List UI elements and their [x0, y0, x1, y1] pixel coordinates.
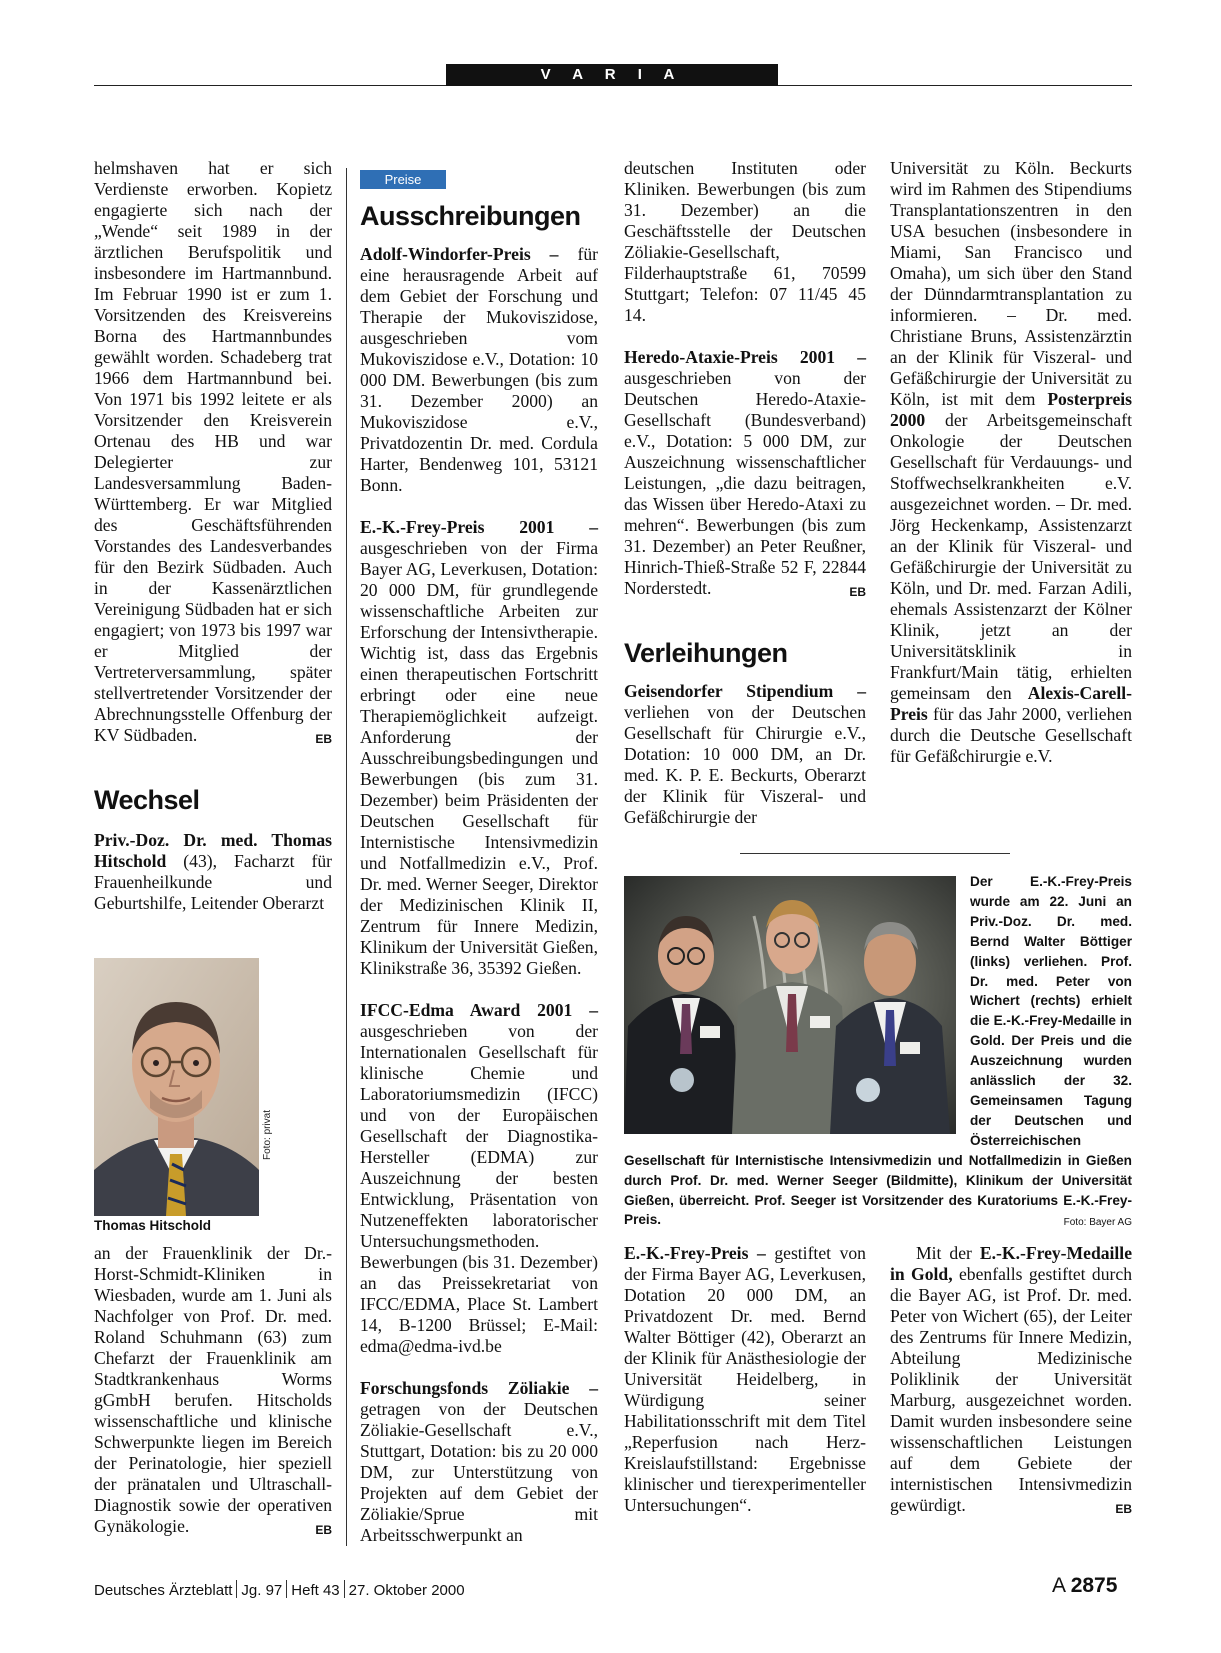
- page-number: A 2875: [1052, 1574, 1118, 1597]
- author-signature: EB: [849, 585, 866, 599]
- article-text: an der Frauenklinik der Dr.-Horst-Schmidt-Kliniken in Wiesbaden, wurde am 1. Juni als Nachfolger von Prof. Dr. med. Roland Schuhmann (63) zum Chefarzt der Frauenklinik am Stadtkrankenhaus Worms gGmbH berufen. Hitscholds wissenschaftliche und klinische Schwerpunkte liegen im Bereich der Perinatologie, hier speziell der pränatalen und Ultraschall-Diagnostik sowie der operativen Gynäkologie. EB: [94, 1243, 332, 1537]
- award-entry: Geisendorfer Stipendium – verliehen von der Deutschen Gesellschaft für Chirurgie e.V., Dotation: 10 000 DM, an Dr. med. K. P. E. Beckurts, Oberarzt der Klinik für Viszeral- und Gefäßchirurgie der: [624, 681, 866, 827]
- column-1-top: [94, 158, 332, 914]
- award-entry: E.-K.-Frey-Preis 2001 – ausgeschrieben von der Firma Bayer AG, Leverkusen, Dotation: 20 000 DM, für grundlegende wissenschaftliche Arbeiten zur Erforschung der Intensivtherapie. Wichtig ist, dass das Ergebnis einen therapeutischen Fortschritt erbringt oder eine neue Therapiemöglichkeit aufzeigt. Anforderung der Ausschreibungsbedingungen und Bewerbungen (bis zum 31. Dezember) beim Präsidenten der Deutschen Gesellschaft für Internistische Intensivmedizin und Notfallmedizin e.V., Prof. Dr. med. Werner Seeger, Direktor der Medizinischen Klinik II, Zentrum für Innere Medizin, Klinikum der Universität Gießen, Klinikstraße 36, 35392 Gießen.: [360, 517, 598, 978]
- award-entry: Adolf-Windorfer-Preis – für eine herausragende Arbeit auf dem Gebiet der Forschung und Therapie der Mukoviszidose, ausgeschrieben vom Mukoviszidose e.V., Dotation: 10 000 DM. Bewerbungen (bis zum 31. Dezember 2000) an Mukoviszidose e.V., Privatdozentin Dr. med. Cordula Harter, Bendenweg 101, 53121 Bonn.: [360, 244, 598, 495]
- article-text: deutschen Instituten oder Kliniken. Bewerbungen (bis zum 31. Dezember) an die Geschäftsstelle der Deutschen Zöliakie-Gesellschaft, Filderhauptstraße 61, 70599 Stuttgart; Telefon: 07 11/45 45 14.: [624, 158, 866, 325]
- portrait-photo: [94, 958, 259, 1216]
- award-entry: Mit der E.-K.-Frey-Medaille in Gold, ebenfalls gestiftet durch die Bayer AG, ist Prof. Dr. med. Peter von Wichert (65), der Leiter des Zentrums für Innere Medizin, Abteilung Medizinische Poliklinik der Universität Marburg, ausgezeichnet worden. Damit wurden insbesondere seine wissenschaftlichen Leistungen auf dem Gebiete der internistischen Intensivmedizin gewürdigt. EB: [890, 1243, 1132, 1516]
- figure-rule: [740, 853, 1010, 854]
- column-4: [890, 158, 1132, 767]
- article-text: Universität zu Köln. Beckurts wird im Rahmen des Stipendiums Transplantationszentren in den USA besuchen (insbesondere in Miami, San Francisco und Omaha), um sich über den Stand der Dünndarmtransplantation zu informieren. – Dr. med. Christiane Bruns, Assistenzärztin an der Klinik für Viszeral- und Gefäßchirurgie der Universität zu Köln, ist mit dem Posterpreis 2000 der Arbeitsgemeinschaft Onkologie der Deutschen Gesellschaft für Verdauungs- und Stoffwechselkrankheiten e.V. ausgezeichnet worden. – Dr. med. Jörg Heckenkamp, Assistenzarzt an der Klinik für Viszeral- und Gefäßchirurgie der Universität zu Köln, und Dr. med. Farzan Adili, ehemals Assistenzarzt der Kölner Klinik, jetzt an der Universitätsklinik in Frankfurt/Main tätig, erhielten gemeinsam den Alexis-Carell-Preis für das Jahr 2000, verliehen durch die Deutsche Gesellschaft für Gefäßchirurgie e.V.: [890, 158, 1132, 766]
- award-entry: IFCC-Edma Award 2001 – ausgeschrieben von der Internationalen Gesellschaft für klinische Chemie und Laboratoriumsmedizin (IFCC) und von der Europäischen Gesellschaft der Diagnostika-Hersteller (EDMA) zur Auszeichnung der besten Entwicklung, Präsentation von Nutzeneffekten laboratorischer Untersuchungsmethoden. Bewerbungen (bis 31. Dezember) an das Preissekretariat von IFCC/EDMA, Place St. Lambert 14, B-1200 Brüssel; E-Mail: edma@edma-ivd.be: [360, 1000, 598, 1356]
- author-signature: EB: [315, 1523, 332, 1537]
- figure-caption: Der E.-K.-Frey-Preis wurde am 22. Juni an Priv.-Doz. Dr. med. Bernd Walter Böttiger (links) verliehen. Prof. Dr. med. Peter von Wichert (rechts) erhielt die E.-K.-Frey-Medaille in Gold. Der Preis und die Auszeichnung wurden anlässlich der 32. Gemeinsamen Tagung der Deutschen und Österreichischen Gesellschaft für Internistische Intensivmedizin und Notfallmedizin in Gießen durch Prof. Dr. med. Werner Seeger (Bildmitte), Klinikum der Universität Gießen, überreicht. Prof. Seeger ist Vorsitzender des Kuratoriums E.-K.-Frey-Preis. Foto: Bayer AG: [624, 872, 1132, 1233]
- journal-name: Deutsches Ärzteblatt: [94, 1582, 233, 1599]
- column-divider: [346, 168, 347, 1546]
- column-3-bottom: [624, 1243, 866, 1516]
- footer: [94, 1580, 465, 1599]
- heading-ausschreibungen: Ausschreibungen: [360, 201, 581, 231]
- award-entry: Heredo-Ataxie-Preis 2001 – ausgeschrieben von der Deutschen Heredo-Ataxie-Gesellschaft (Bundesverband) e.V., Dotation: 5 000 DM, zur Auszeichnung wissenschaftlicher Leistungen, „die dazu beitragen, das Wissen über Heredo-Ataxi zu mehren“. Bewerbungen (bis zum 31. Dezember) an Peter Reußner, Hinrich-Thieß-Straße 52 F, 22844 Norderstedt. EB: [624, 347, 866, 599]
- photo-credit: Foto: privat: [262, 1109, 273, 1160]
- photo-caption: Thomas Hitschold: [94, 1218, 212, 1233]
- portrait-illustration: [94, 958, 259, 1216]
- award-entry: E.-K.-Frey-Preis – gestiftet von der Firma Bayer AG, Leverkusen, Dotation 20 000 DM, an Privatdozent Dr. med. Bernd Walter Böttiger (42), Oberarzt an der Klinik für Anästhesiologie der Universität Heidelberg, in Würdigung seiner Habilitationsschrift mit dem Titel „Reperfusion nach Herz-Kreislaufstillstand: Ergebnisse klinischer und tierexperimenteller Untersuchungen“.: [624, 1243, 866, 1515]
- heading-verleihungen: Verleihungen: [624, 638, 788, 668]
- column-2: [360, 200, 598, 1546]
- column-4-bottom: [890, 1243, 1132, 1520]
- section-label: V A R I A: [446, 64, 778, 86]
- column-3: [624, 158, 866, 828]
- date: 27. Oktober 2000: [348, 1582, 465, 1599]
- article-text: helmshaven hat er sich Verdienste erworben. Kopietz engagierte sich nach der „Wende“ seit 1989 in der ärztlichen Berufspolitik und insbesondere im Hartmannbund. Im Februar 1990 ist er zum 1. Vorsitzenden des Kreisvereins Borna des Hartmannbundes gewählt worden. Schadeberg trat 1966 dem Hartmannbund bei. Von 1971 bis 1992 leitete er als Vorsitzender den Kreisverein Ortenau des HB und war Delegierter zur Landesversammlung Baden-Württemberg. Er war Mitglied des Geschäftsführenden Vorstandes des Landesverbandes für den Bezirk Südbaden. Auch in der Kassenärztlichen Vereinigung Südbaden hat er sich engagiert; von 1973 bis 1997 war er Mitglied der Vertreterversammlung, später stellvertretender Vorsitzender der Abrechnungsstelle Offenburg der KV Südbaden. EB: [94, 158, 332, 746]
- heading-wechsel: Wechsel: [94, 785, 200, 815]
- volume: Jg. 97: [241, 1582, 283, 1599]
- category-tag: Preise: [360, 170, 446, 189]
- issue: Heft 43: [291, 1582, 340, 1599]
- column-1-bottom: [94, 1243, 332, 1541]
- person-name: Priv.-Doz. Dr. med. Thomas Hitschold: [94, 830, 332, 871]
- award-entry: Forschungsfonds Zöliakie – getragen von der Deutschen Zöliakie-Gesellschaft e.V., Stuttgart, Dotation: bis zu 20 000 DM, zur Unterstützung von Projekten auf dem Gebiet der Zöliakie/Sprue mit Arbeitsschwerpunkt an: [360, 1378, 598, 1545]
- photo-credit: Foto: Bayer AG: [1063, 1217, 1132, 1229]
- article-text: Priv.-Doz. Dr. med. Thomas Hitschold (43), Facharzt für Frauenheilkunde und Geburtshilfe, Leitender Oberarzt: [94, 830, 332, 913]
- author-signature: EB: [1115, 1502, 1132, 1516]
- author-signature: EB: [315, 732, 332, 746]
